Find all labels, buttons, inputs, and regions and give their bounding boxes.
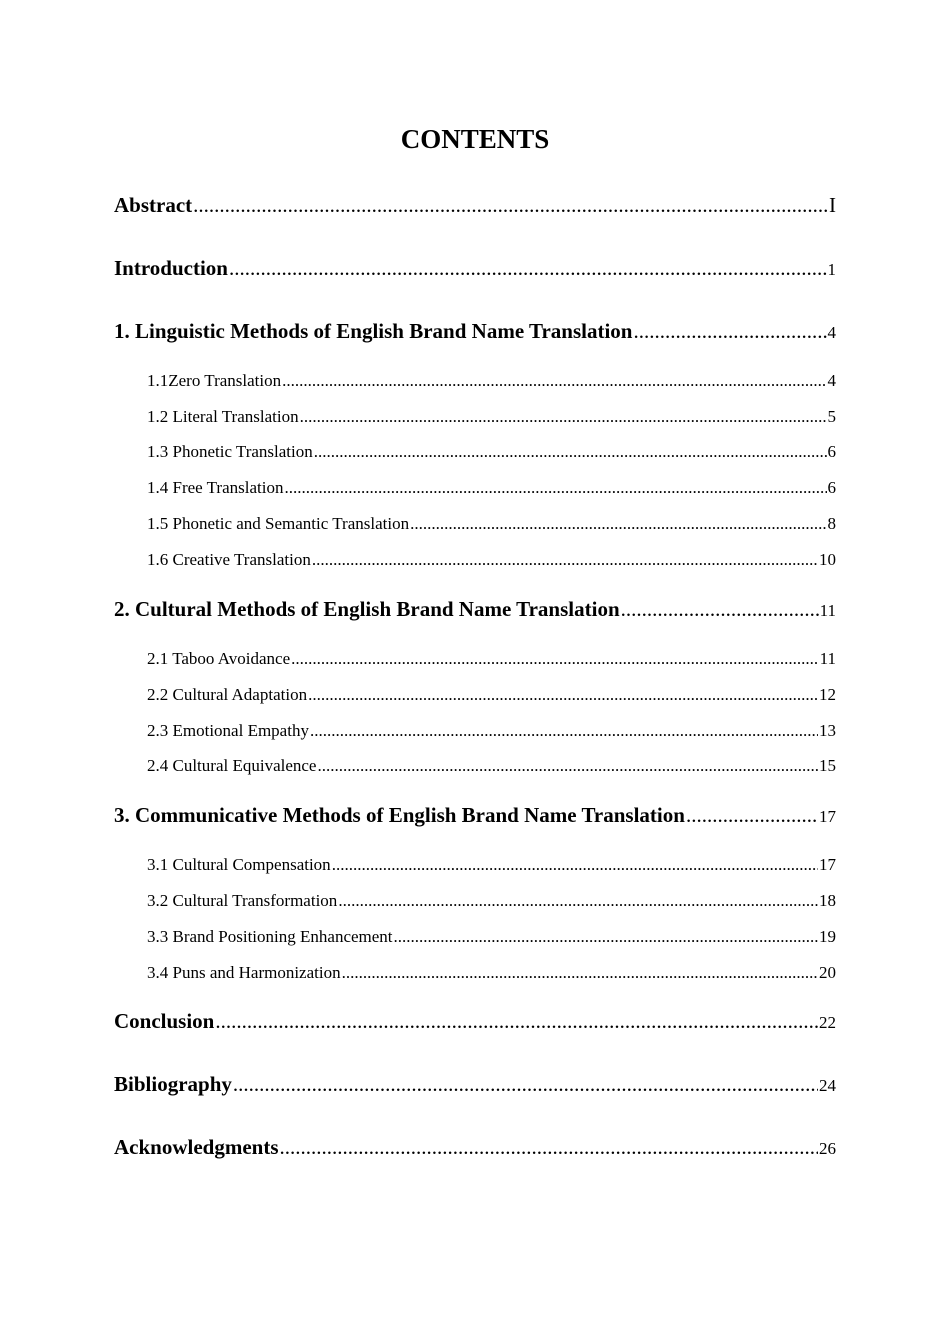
toc-page-number: 8 xyxy=(827,514,836,533)
toc-page-number: 1 xyxy=(827,260,836,279)
toc-page-number: 6 xyxy=(827,478,836,497)
leader-dots xyxy=(410,512,826,536)
toc-entry-2-1[interactable] xyxy=(147,647,836,671)
leader-dots xyxy=(633,317,826,345)
toc-entry-chapter-1[interactable] xyxy=(114,317,836,345)
toc-entry-1-2[interactable] xyxy=(147,405,836,429)
leader-dots xyxy=(314,440,827,464)
toc-page-number: 5 xyxy=(827,407,836,426)
leader-dots xyxy=(342,961,818,985)
toc-page-number: 20 xyxy=(819,963,836,982)
toc-entry-1-3[interactable] xyxy=(147,440,836,464)
leader-dots xyxy=(233,1070,818,1098)
toc-entry-label: 2.3 Emotional Empathy xyxy=(147,721,309,740)
leader-dots xyxy=(312,548,818,572)
toc-entry-label: 1.4 Free Translation xyxy=(147,478,284,497)
toc-entry-2-3[interactable] xyxy=(147,719,836,743)
toc-entry-bibliography[interactable] xyxy=(114,1070,836,1098)
toc-entry-label: Bibliography xyxy=(114,1072,232,1096)
toc-entry-label: Conclusion xyxy=(114,1009,215,1033)
page-title: CONTENTS xyxy=(400,124,550,154)
toc-entry-label: 1.1Zero Translation xyxy=(147,371,282,390)
toc-entry-label: 2. Cultural Methods of English Brand Name Translation xyxy=(114,597,620,621)
leader-dots xyxy=(282,369,826,393)
toc-page-number: 18 xyxy=(819,891,836,910)
toc-entry-2-2[interactable] xyxy=(147,683,836,707)
toc-page-number: 24 xyxy=(819,1076,836,1095)
leader-dots xyxy=(280,1133,818,1161)
toc-page-number: 11 xyxy=(819,649,836,668)
toc-page-number: 13 xyxy=(819,721,836,740)
toc-page-number: I xyxy=(829,193,836,217)
toc-entry-2-4[interactable] xyxy=(147,754,836,778)
toc-entry-label: 3.3 Brand Positioning Enhancement xyxy=(147,927,393,946)
leader-dots xyxy=(394,925,818,949)
toc-entry-label: 3.2 Cultural Transformation xyxy=(147,891,338,910)
toc-entry-label: Acknowledgments xyxy=(114,1135,279,1159)
toc-entry-1-6[interactable] xyxy=(147,548,836,572)
leader-dots xyxy=(291,647,819,671)
leader-dots xyxy=(300,405,827,429)
toc-page-number: 11 xyxy=(819,601,836,620)
toc-entry-label: Introduction xyxy=(114,256,228,280)
toc-page-number: 22 xyxy=(819,1013,836,1032)
toc-entry-label: 3.4 Puns and Harmonization xyxy=(147,963,341,982)
toc-entry-label: 1. Linguistic Methods of English Brand Name Translation xyxy=(114,319,633,343)
toc-entry-3-2[interactable] xyxy=(147,889,836,913)
toc-page-number: 12 xyxy=(819,685,836,704)
toc-page-number: 15 xyxy=(819,756,836,775)
toc-entry-label: 3.1 Cultural Compensation xyxy=(147,855,331,874)
toc-page-number: 4 xyxy=(827,371,836,390)
toc-entry-1-5[interactable] xyxy=(147,512,836,536)
toc-entry-chapter-2[interactable] xyxy=(114,595,836,623)
toc-page-number: 17 xyxy=(819,807,836,826)
toc-entry-label: 3. Communicative Methods of English Brand Name Translation xyxy=(114,803,685,827)
toc-entry-label: 1.6 Creative Translation xyxy=(147,550,311,569)
toc-page-number: 17 xyxy=(819,855,836,874)
toc-entry-conclusion[interactable] xyxy=(114,1007,836,1035)
toc-entry-abstract[interactable] xyxy=(114,191,836,219)
leader-dots xyxy=(317,754,818,778)
leader-dots xyxy=(332,853,818,877)
toc-entry-1-4[interactable] xyxy=(147,476,836,500)
toc-entry-label: 1.3 Phonetic Translation xyxy=(147,442,313,461)
leader-dots xyxy=(215,1007,818,1035)
toc-page-number: 19 xyxy=(819,927,836,946)
toc-page-number: 6 xyxy=(827,442,836,461)
toc-page-number: 10 xyxy=(819,550,836,569)
leader-dots xyxy=(284,476,826,500)
toc-entry-label: 2.2 Cultural Adaptation xyxy=(147,685,308,704)
toc-entry-3-1[interactable] xyxy=(147,853,836,877)
leader-dots xyxy=(229,254,827,282)
toc-entry-label: 1.2 Literal Translation xyxy=(147,407,299,426)
toc-page-number: 4 xyxy=(827,323,836,342)
toc-page-number: 26 xyxy=(819,1139,836,1158)
leader-dots xyxy=(308,683,818,707)
leader-dots xyxy=(621,595,819,623)
toc-entry-3-4[interactable] xyxy=(147,961,836,985)
toc-entry-label: 1.5 Phonetic and Semantic Translation xyxy=(147,514,410,533)
toc-entry-label: 2.4 Cultural Equivalence xyxy=(147,756,317,775)
toc-entry-label: Abstract xyxy=(114,193,193,217)
leader-dots xyxy=(338,889,818,913)
leader-dots xyxy=(193,191,828,219)
toc-entry-acknowledgments[interactable] xyxy=(114,1133,836,1161)
leader-dots xyxy=(310,719,818,743)
toc-entry-3-3[interactable] xyxy=(147,925,836,949)
toc-entry-chapter-3[interactable] xyxy=(114,801,836,829)
leader-dots xyxy=(686,801,818,829)
toc-entry-introduction[interactable] xyxy=(114,254,836,282)
toc-entry-label: 2.1 Taboo Avoidance xyxy=(147,649,291,668)
toc-entry-1-1[interactable] xyxy=(147,369,836,393)
